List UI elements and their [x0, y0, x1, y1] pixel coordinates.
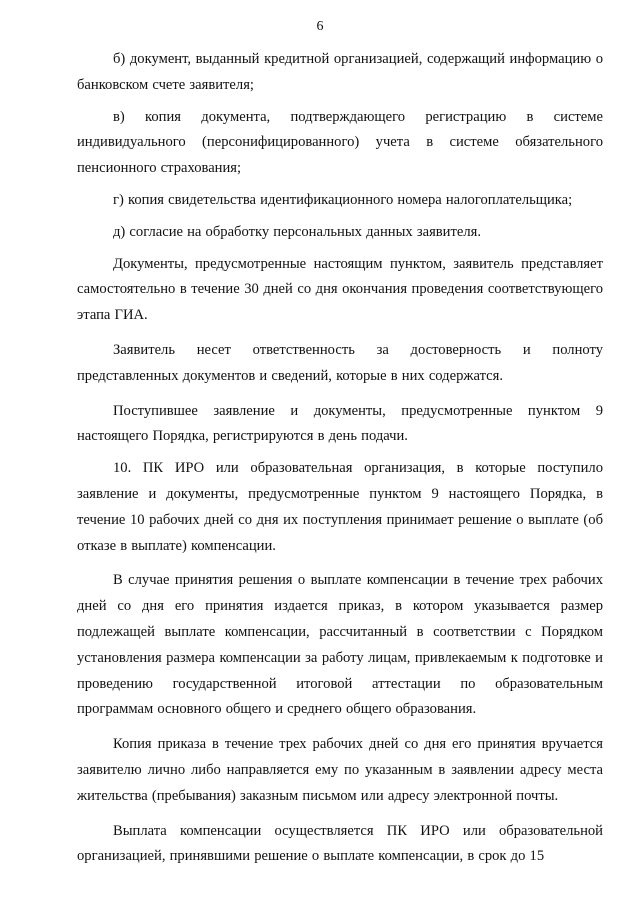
document-body [77, 47, 603, 870]
paragraph-order-copy: Копия приказа в течение трех рабочих дней со дня его принятия вручается заявителю лично либо направляется ему по указанным в заявлении адресу места жительства (пребывания) заказным письмом или адресу электронной почты. [77, 736, 603, 804]
paragraph-applicant-responsibility: Заявитель несет ответственность за достоверность и полноту представленных документов и сведений, которые в них содержатся. [77, 341, 603, 384]
paragraph-payment: Выплата компенсации осуществляется ПК ИРО или образовательной организацией, принявшими решение о выплате компенсации, в срок до 15 [77, 822, 603, 865]
paragraph-documents-deadline: Документы, предусмотренные настоящим пунктом, заявитель представляет самостоятельно в течение 30 дней со дня окончания проведения соответствующего этапа ГИА. [77, 255, 603, 324]
paragraph-item-v: в) копия документа, подтверждающего регистрацию в системе индивидуального (персонифицированного) учета в системе обязательного пенсионного страхования; [77, 108, 603, 177]
paragraph-item-b: б) документ, выданный кредитной организацией, содержащий информацию о банковском счете заявителя; [77, 51, 603, 93]
paragraph-item-g: г) копия свидетельства идентификационного номера налогоплательщика; [113, 191, 573, 208]
page-number: 6 [316, 19, 324, 34]
paragraph-point-10: 10. ПК ИРО или образовательная организация, в которые поступило заявление и документы, предусмотренные пунктом 9 настоящего Порядка, в течение 10 рабочих дней со дня их поступления принимает решение о выплате (об отказе в выплате) компенсации. [77, 460, 603, 554]
paragraph-registration: Поступившее заявление и документы, предусмотренные пунктом 9 настоящего Порядка, регистрируются в день подачи. [77, 402, 603, 445]
paragraph-item-d: д) согласие на обработку персональных данных заявителя. [113, 223, 481, 240]
paragraph-compensation-order: В случае принятия решения о выплате компенсации в течение трех рабочих дней со дня его принятия издается приказ, в котором указывается размер подлежащей выплате компенсации, рассчитанный в соответствии с Порядком установления размера компенсации за работу лицам, привлекаемым к подготовке и проведению государственной итоговой аттестации по образовательным программам основного общего и среднего общего образования. [77, 572, 603, 718]
